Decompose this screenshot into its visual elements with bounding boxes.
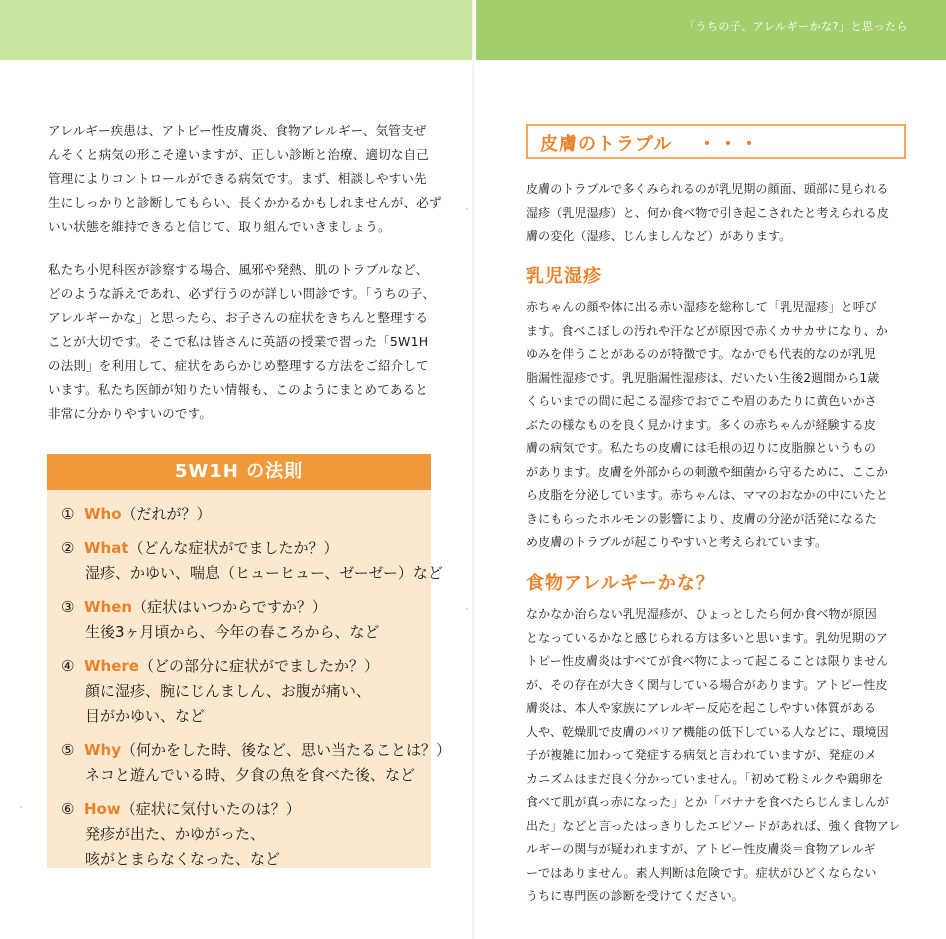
subheading-infant-eczema: 乳児湿疹 bbox=[526, 266, 602, 287]
item-detail: 発疹が出た、かゆがった、 bbox=[85, 825, 266, 843]
rule-item-what bbox=[61, 536, 443, 586]
item-keyword: Where bbox=[84, 657, 139, 675]
item-number: ③ bbox=[61, 598, 75, 616]
item-keyword: How bbox=[84, 800, 121, 818]
text-line: となっているかなと感じられる方は多いと思います。乳幼児期のア bbox=[526, 630, 889, 645]
item-number: ② bbox=[61, 539, 75, 557]
text-line: います。私たち医師が知りたい情報も、このようにまとめてあると bbox=[48, 382, 429, 397]
header-band-left bbox=[0, 0, 472, 60]
text-line: 私たち小児科医が診察する場合、風邪や発熱、肌のトラブルなど、 bbox=[48, 262, 429, 277]
infant-eczema-text bbox=[526, 296, 916, 555]
item-number: ⑥ bbox=[61, 800, 75, 818]
item-detail: 目がかゆい、など bbox=[85, 707, 206, 725]
5w1h-rule-box bbox=[47, 454, 452, 868]
text-line: の法則」を利用して、症状をあらかじめ整理する方法をご紹介して bbox=[48, 358, 429, 373]
text-line: め皮膚のトラブルが起こりやすいと考えられています。 bbox=[526, 535, 828, 549]
item-detail: 生後3ヶ月頃から、今年の春ころから、など bbox=[85, 623, 380, 641]
item-number: ⑤ bbox=[61, 741, 75, 759]
text-line: きにもらったホルモンの影響により、皮膚の分泌が活発になるた bbox=[526, 511, 877, 526]
text-line: ぶたの様なものを良く見かけます。多くの赤ちゃんが経験する皮 bbox=[526, 417, 876, 432]
text-line: カニズムはまだ良く分かっていません。「初めて粉ミルクや鶏卵を bbox=[526, 771, 884, 786]
text-line: ルギーの関与が疑われますが、アトピー性皮膚炎＝食物アレルギ bbox=[526, 842, 876, 856]
text-line: 赤ちゃんの顔や体に出る赤い湿疹を総称して「乳児湿疹」と呼び bbox=[526, 300, 877, 314]
item-detail: 咳がとまらなくなった、など bbox=[85, 850, 281, 868]
item-question: （だれが？） bbox=[121, 505, 212, 523]
rule-list bbox=[47, 490, 452, 872]
text-line: ゆみを伴うことがあるのが特徴です。なかでも代表的なのが乳児 bbox=[526, 347, 876, 361]
text-line: 皮膚のトラブルで多くみられるのが乳児期の顔面、頭部に見られる bbox=[526, 182, 889, 196]
section-title-dots: ・・・ bbox=[698, 134, 761, 155]
text-line: 人や、乾燥肌で皮膚のバリア機能の低下している人などに、環境因 bbox=[526, 724, 889, 739]
text-line: うちに専門医の診断を受けてください。 bbox=[526, 889, 744, 903]
food-allergy-text bbox=[526, 603, 916, 909]
text-line: 非常に分かりやすいのです。 bbox=[48, 406, 213, 421]
item-detail: 顔に湿疹、腕にじんましん、お腹が痛い、 bbox=[85, 682, 371, 700]
text-line: 脂漏性湿疹です。乳児脂漏性湿疹は、だいたい生後2週間から1歳 bbox=[526, 370, 880, 385]
text-line: 膚の病気です。私たちの皮膚には毛根の辺りに皮脂腺というもの bbox=[526, 441, 876, 455]
item-question: （症状はいつからですか？） bbox=[132, 598, 327, 616]
rule-item-why bbox=[61, 738, 452, 788]
item-question: （何かをした時、後など、思い当たることは？） bbox=[121, 741, 452, 759]
text-line: ーではありません。素人判断は危険です。症状がひどくならない bbox=[526, 865, 877, 880]
item-keyword: Who bbox=[84, 505, 122, 523]
rule-box-title: 5W1H の法則 bbox=[47, 454, 431, 490]
text-line: 膚炎は、本人や家族にアレルギー反応を起こしやすい体質がある bbox=[526, 701, 877, 715]
text-line: 食べて肌が真っ赤になった」とか「バナナを食べたらじんましんが bbox=[526, 795, 890, 809]
header-caption: 「うちの子、アレルギーかな?」と思ったら bbox=[683, 20, 908, 33]
item-keyword: Why bbox=[84, 741, 122, 759]
section-title: 皮膚のトラブル bbox=[540, 134, 673, 155]
text-line: ら皮脂を分泌しています。赤ちゃんは、ママのおなかの中にいたと bbox=[526, 488, 889, 502]
text-line: 膚の変化（湿疹、じんましんなど）があります。 bbox=[526, 229, 792, 243]
text-line: ます。食べこぼしの汚れや汗などが原因で赤くカサカサになり、か bbox=[526, 323, 888, 338]
text-line: なかなか治らない乳児湿疹が、ひょっとしたら何か食べ物が原因 bbox=[526, 607, 877, 621]
text-line: があります。皮膚を外部からの刺激や細菌から守るために、ここか bbox=[526, 464, 889, 479]
text-line: くらいまでの間に起こる湿疹でおでこや眉のあたりに黄色いかさ bbox=[526, 394, 877, 408]
item-question: （症状に気付いたのは？） bbox=[120, 800, 301, 818]
scan-speck bbox=[466, 608, 468, 610]
text-line: 湿疹（乳児湿疹）と、何か食べ物で引き起こされたと考えられる皮 bbox=[526, 205, 890, 220]
skin-trouble-intro bbox=[526, 178, 916, 249]
text-line: ことが大切です。そこで私は皆さんに英語の授業で習った「5W1H bbox=[48, 334, 429, 349]
text-line: んそくと病気の形こそ違いますが、正しい診断と治療、適切な自己 bbox=[48, 147, 430, 162]
rule-item-when bbox=[61, 595, 421, 645]
scan-speck bbox=[20, 806, 22, 808]
item-detail: 湿疹、かゆい、喘息（ヒューヒュー、ゼーゼー）など bbox=[85, 564, 443, 582]
text-line: 子が複雑に加わって発症する病気と言われていますが、発症のメ bbox=[526, 748, 877, 762]
rule-item-where bbox=[61, 654, 421, 729]
item-question: （どの部分に症状がでましたか？） bbox=[138, 657, 379, 675]
subheading-food-allergy: 食物アレルギーかな？ bbox=[526, 573, 715, 594]
rule-item-who bbox=[61, 502, 421, 527]
text-line: トピー性皮膚炎はすべてが食べ物によって起こることは限りません bbox=[526, 654, 889, 668]
intro-paragraph-1 bbox=[48, 119, 448, 239]
text-line: アレルギー疾患は、アトピー性皮膚炎、食物アレルギー、気管支ぜ bbox=[48, 123, 427, 138]
item-detail: ネコと遊んでいる時、夕食の魚を食べた後、など bbox=[85, 766, 416, 784]
rule-item-how bbox=[61, 797, 421, 872]
item-keyword: What bbox=[84, 539, 129, 557]
text-line: アレルギーかな」と思ったら、お子さんの症状をきちんと整理する bbox=[48, 310, 429, 325]
text-line: 管理によりコントロールができる病気です。まず、相談しやすい先 bbox=[48, 171, 427, 186]
text-line: 出た」などと言ったはっきりしたエピソードがあれば、強く食物アレ bbox=[526, 818, 901, 833]
item-question: （どんな症状がでましたか？） bbox=[128, 539, 339, 557]
item-keyword: When bbox=[84, 598, 133, 616]
text-line: 生にしっかりと診断してもらい、長くかかるかもしれませんが、必ず bbox=[48, 195, 442, 210]
text-line: が、その存在が大きく関与している場合があります。アトピー性皮 bbox=[526, 677, 888, 692]
text-line: いい状態を維持できると信じて、取り組んでいきましょう。 bbox=[48, 219, 391, 234]
intro-paragraph-2 bbox=[48, 258, 448, 426]
item-number: ④ bbox=[61, 657, 75, 675]
page-spine bbox=[472, 0, 476, 939]
item-number: ① bbox=[61, 505, 75, 523]
section-heading-box bbox=[526, 124, 906, 159]
text-line: どのような訴えであれ、必ず行うのが詳しい問診です。「うちの子、 bbox=[48, 286, 436, 301]
scan-speck bbox=[466, 208, 468, 210]
